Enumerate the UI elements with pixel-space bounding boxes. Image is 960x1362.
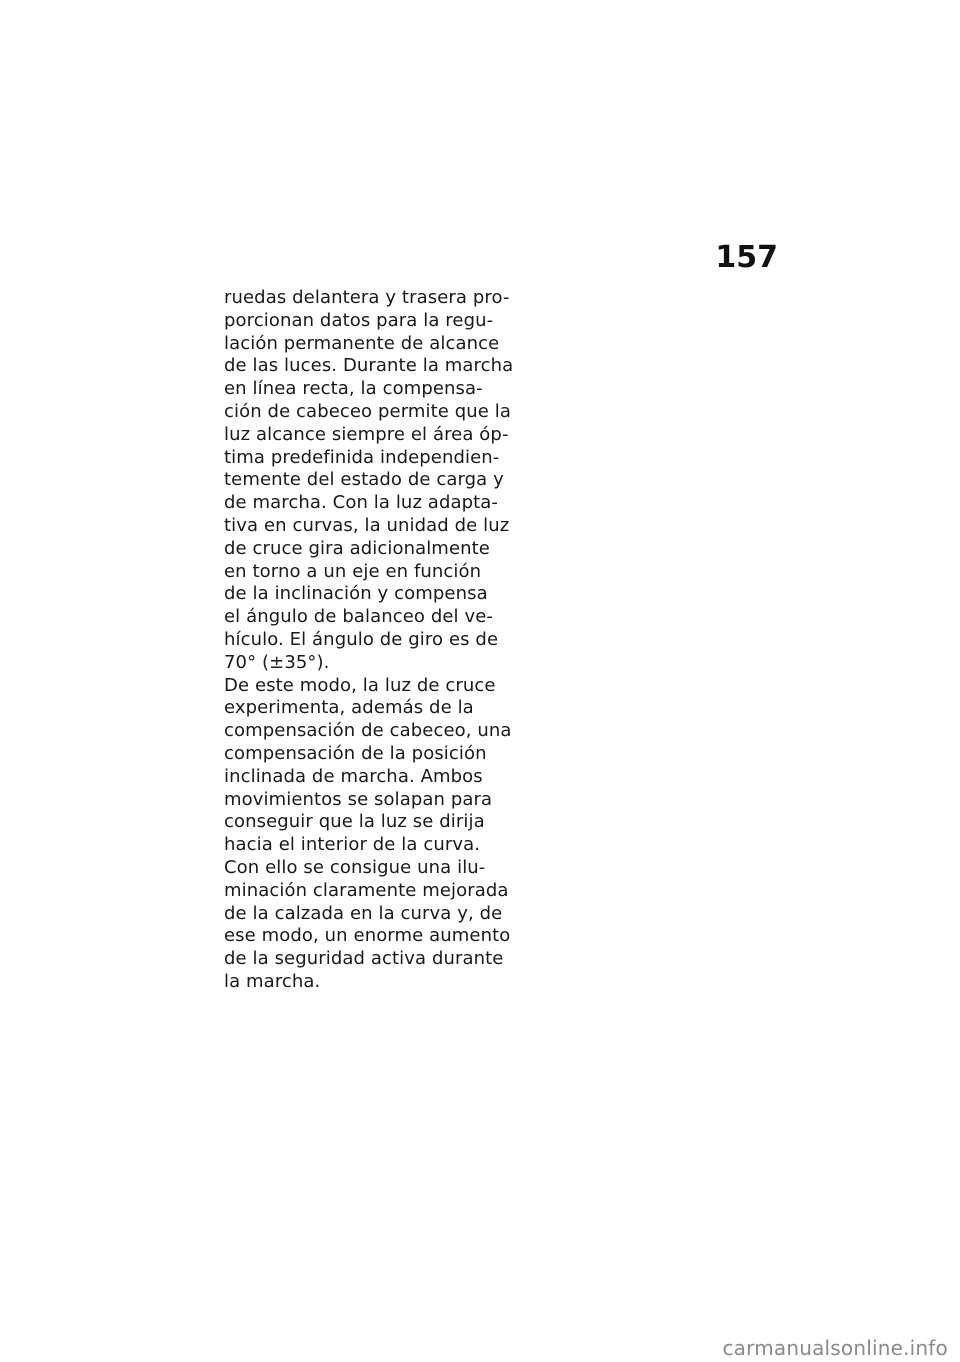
text-line: conseguir que la luz se dirija — [224, 811, 485, 833]
page-number: 157 — [715, 240, 778, 275]
text-line: hacia el interior de la curva. — [224, 834, 481, 856]
text-line: movimientos se solapan para — [224, 788, 493, 810]
text-line: el ángulo de balanceo del ve- — [224, 606, 493, 628]
body-text — [224, 287, 514, 994]
text-line: de las luces. Durante la marcha — [224, 355, 514, 377]
text-line: Con ello se consigue una ilu- — [224, 856, 486, 878]
watermark: carmanualsonline.info — [722, 1336, 948, 1360]
text-line: experimenta, además de la — [224, 697, 474, 719]
text-line: De este modo, la luz de cruce — [224, 674, 496, 696]
text-line: inclinada de marcha. Ambos — [224, 765, 483, 787]
text-line: de la inclinación y compensa — [224, 583, 488, 605]
text-line: temente del estado de carga y — [224, 469, 504, 491]
text-line: minación claramente mejorada — [224, 879, 509, 901]
text-line: en línea recta, la compensa- — [224, 378, 483, 400]
text-line: compensación de la posición — [224, 742, 487, 764]
text-line: tima predefinida independien- — [224, 446, 500, 468]
text-line: de marcha. Con la luz adapta- — [224, 492, 499, 514]
text-line: ese modo, un enorme aumento — [224, 925, 511, 947]
text-line: lación permanente de alcance — [224, 332, 500, 354]
text-line: en torno a un eje en función — [224, 560, 482, 582]
text-line: ruedas delantera y trasera pro- — [224, 287, 510, 308]
text-line: la marcha. — [224, 970, 321, 992]
text-line: porcionan datos para la regu- — [224, 309, 494, 331]
text-line: tiva en curvas, la unidad de luz — [224, 514, 510, 536]
text-line: luz alcance siempre el área óp- — [224, 423, 509, 445]
text-line: hículo. El ángulo de giro es de — [224, 628, 499, 650]
text-line: de la calzada en la curva y, de — [224, 902, 503, 924]
text-line: compensación de cabeceo, una — [224, 720, 512, 742]
text-line: de la seguridad activa durante — [224, 948, 504, 970]
text-line: 70° (±35°). — [224, 651, 330, 673]
text-line: ción de cabeceo permite que la — [224, 400, 512, 422]
text-line: de cruce gira adicionalmente — [224, 537, 490, 559]
